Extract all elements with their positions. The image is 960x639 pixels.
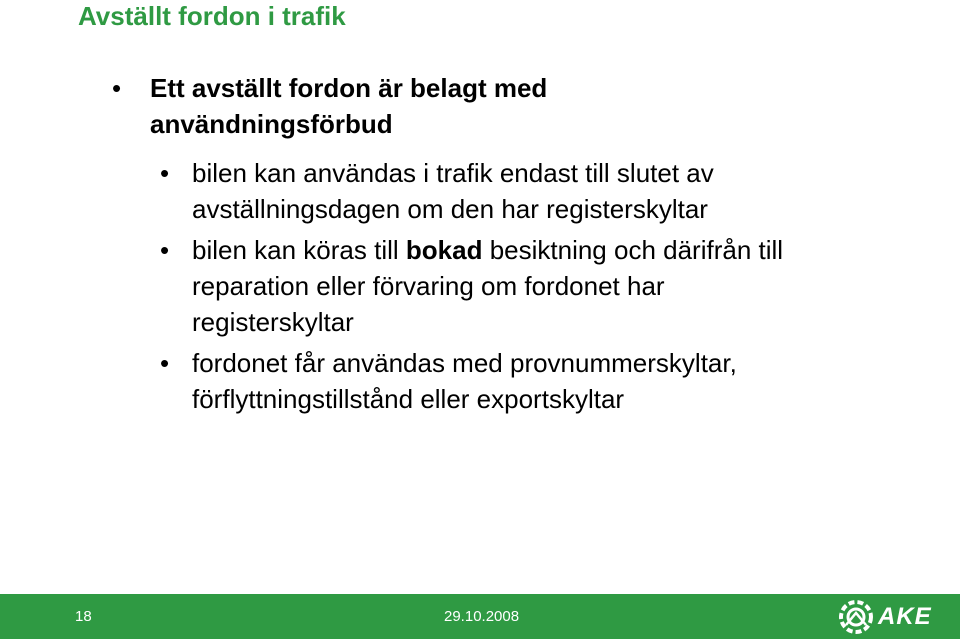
slide-title: Avställt fordon i trafik <box>78 1 346 31</box>
sub-bullet-list <box>160 155 940 422</box>
sub-bullet-line: fordonet får användas med provnummerskyltar, <box>192 348 737 378</box>
bullet-dot: • <box>112 73 122 103</box>
ake-logo-icon <box>838 599 874 635</box>
footer-bar <box>0 594 960 639</box>
sub-bullet-item <box>160 232 940 340</box>
ake-logo <box>838 598 948 636</box>
page-number: 18 <box>75 608 92 625</box>
emphasis-text: bokad <box>405 235 483 265</box>
bullet-dot: • <box>160 158 170 188</box>
main-bullet-text <box>150 70 547 142</box>
sub-bullet-item <box>160 345 940 417</box>
sub-bullet-line: reparation eller förvaring om fordonet har <box>192 271 665 301</box>
sub-bullet-item <box>160 155 940 227</box>
logo-text: AKE <box>878 603 932 630</box>
sub-bullet-line: avställningsdagen om den har registerskyltar <box>192 194 708 224</box>
main-bullet-line: Ett avställt fordon är belagt med <box>150 73 548 103</box>
sub-bullet-text: besiktning och därifrån till <box>482 235 784 265</box>
bullet-dot: • <box>160 348 170 378</box>
bullet-dot: • <box>160 235 170 265</box>
sub-bullet-line: bilen kan användas i trafik endast till slutet av <box>192 158 714 188</box>
main-bullet-line: användningsförbud <box>150 109 393 139</box>
footer-date: 29.10.2008 <box>444 608 520 625</box>
sub-bullet-line <box>192 232 940 268</box>
sub-bullet-text: bilen kan köras till <box>192 235 406 265</box>
sub-bullet-line: förflyttningstillstånd eller exportskyltar <box>192 384 625 414</box>
sub-bullet-line: registerskyltar <box>192 307 354 337</box>
